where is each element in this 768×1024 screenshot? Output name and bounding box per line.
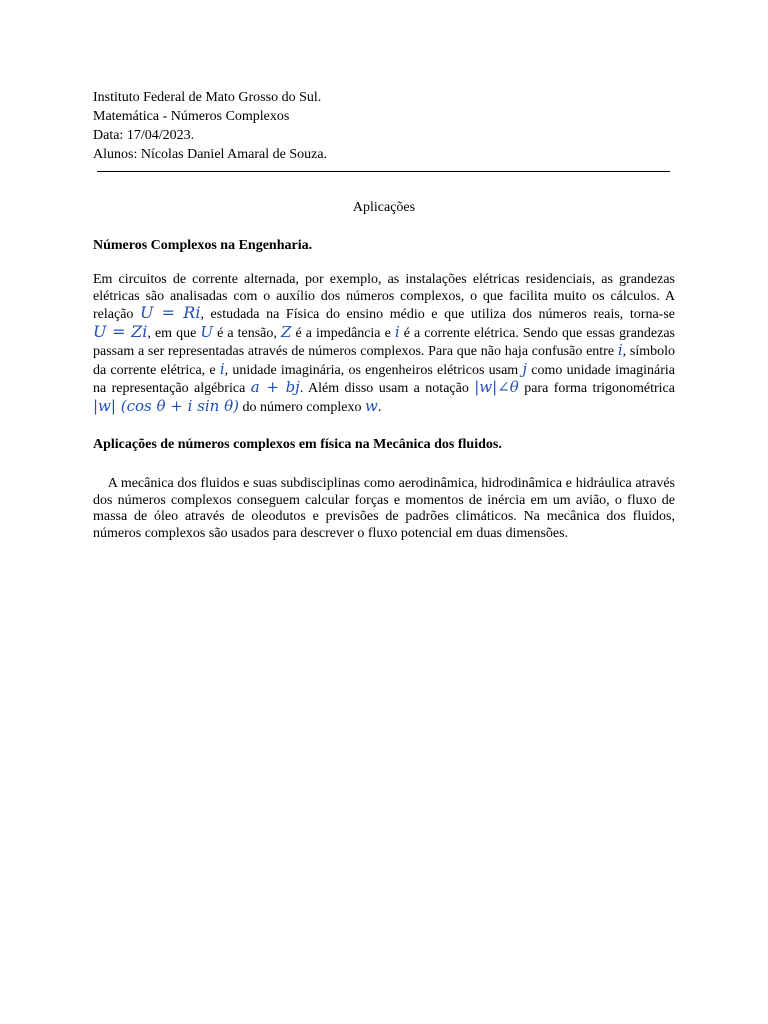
paragraph-text: para forma trigonométrica xyxy=(518,381,675,396)
paragraph-text: do número complexo xyxy=(238,399,365,415)
paragraph-text: , estudada na Física do ensino médio e que utiliza dos números reais, torna-se xyxy=(200,307,675,322)
horizontal-divider xyxy=(97,171,670,172)
math-formula-u-ri: U = Ri xyxy=(140,303,201,322)
paragraph-text: . Além disso usam a notação xyxy=(299,381,475,396)
math-symbol-w: w xyxy=(364,396,378,415)
header-students: Alunos: Nícolas Daniel Amaral de Souza. xyxy=(93,147,328,162)
engineering-heading: Números Complexos na Engenharia. xyxy=(93,238,313,253)
header-institution: Instituto Federal de Mato Grosso do Sul. xyxy=(93,90,322,105)
paragraph-text: . xyxy=(377,399,382,415)
math-symbol-j: j xyxy=(522,359,528,378)
paragraph-text: é a impedância e xyxy=(291,325,395,341)
engineering-paragraph xyxy=(93,272,675,416)
header-date: Data: 17/04/2023. xyxy=(93,128,195,143)
math-formula-trigonometric: |w| (cos θ + i sin θ) xyxy=(93,396,239,415)
math-formula-u-zi: U = Zi xyxy=(93,321,148,341)
math-symbol-i: i xyxy=(617,341,623,359)
math-symbol-z: Z xyxy=(280,322,292,341)
paragraph-text: é a tensão, xyxy=(213,325,281,341)
paragraph-text: , símbolo da corrente elétrica, e xyxy=(93,344,675,378)
math-formula-polar-notation: |w|∠θ xyxy=(474,378,519,396)
paragraph-text: , unidade imaginária, os engenheiros elétricos usam xyxy=(224,362,523,378)
header-subject: Matemática - Números Complexos xyxy=(93,109,290,124)
document-page xyxy=(93,88,679,542)
math-symbol-i: i xyxy=(219,359,225,378)
math-symbol-u: U xyxy=(200,322,214,341)
math-formula-a-plus-bj: a + bj xyxy=(250,378,300,396)
fluid-mechanics-paragraph: A mecânica dos fluidos e suas subdisciplinas como aerodinâmica, hidrodinâmica e hidráulica através dos números complexos conseguem calcular forças e momentos de inércia em um avião, o fluxo de massa de óleo através de oleodutos e previsões de padrões climáticos. Na mecânica dos fluidos, números complexos são usados para descrever o fluxo potencial em duas dimensões. xyxy=(93,476,679,541)
section-title: Aplicações xyxy=(352,200,416,215)
paragraph-text: Em circuitos de corrente alternada, por exemplo, as instalações elétricas residenciais, as grandezas elétricas são analisadas com o auxílio dos números complexos, o que facilita muito os cálculos. A relação xyxy=(93,272,675,322)
paragraph-text: é a corrente elétrica. Sendo que essas grandezas passam a ser representadas através de números complexos. Para que não haja confusão entre xyxy=(93,325,676,359)
paragraph-text: , em que xyxy=(147,325,201,341)
paragraph-text: como unidade imaginária na representação algébrica xyxy=(93,362,675,396)
math-symbol-i: i xyxy=(394,322,400,341)
fluid-mechanics-heading: Aplicações de números complexos em física na Mecânica dos fluidos. xyxy=(93,437,502,452)
